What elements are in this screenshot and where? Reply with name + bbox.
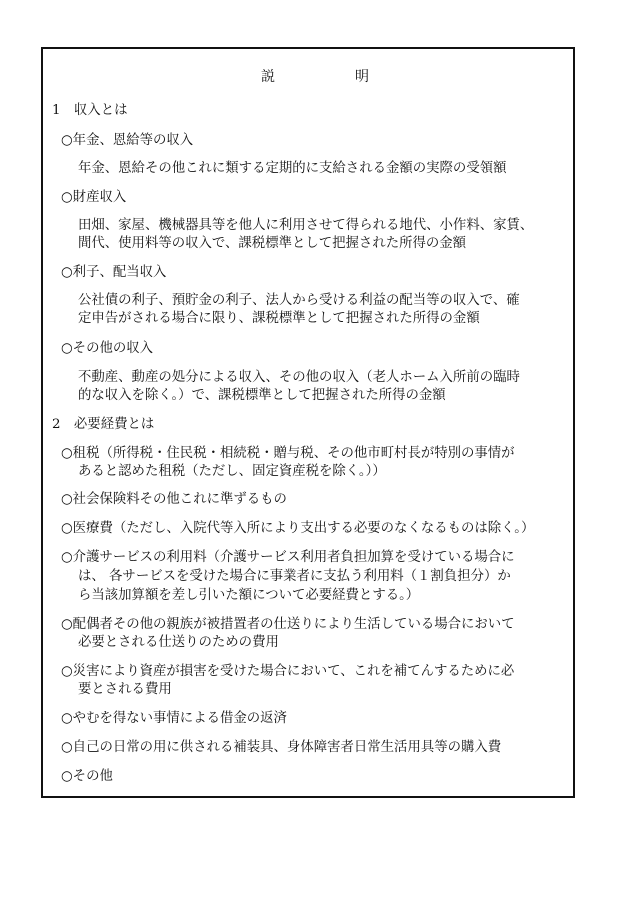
property-desc-1: 田畑、家屋、機械器具等を他人に利用させて得られる地代、小作料、家賃、 — [78, 218, 534, 233]
title-char-2: 明 — [355, 69, 369, 85]
devices-item: ○自己の日常の用に供される補装具、身体障害者日常生活用具等の購入費 — [61, 740, 502, 755]
property-label: ○財産収入 — [61, 190, 127, 205]
spouse-item-1: ○配偶者その他の親族が被措置者の仕送りにより生活している場合において — [61, 617, 515, 632]
pension-desc: 年金、恩給その他これに類する定期的に支給される金額の実際の受領額 — [78, 161, 507, 176]
care-item-3: ら当該加算額を差し引いた額について必要経費とする。） — [78, 588, 420, 603]
other-income-desc-1: 不動産、動産の処分による収入、その他の収入（老人ホーム入所前の臨時 — [78, 370, 520, 385]
title-char-1: 説 — [261, 69, 275, 85]
medical-item: ○医療費（ただし、入院代等入所により支出する必要のなくなるものは除く。） — [61, 521, 535, 536]
disaster-item-2: 要とされる費用 — [78, 682, 172, 697]
tax-item-1: ○租税（所得税・住民税・相続税・贈与税、その他市町村長が特別の事情が — [61, 446, 515, 461]
section2-heading: 2 必要経費とは — [52, 417, 155, 432]
tax-item-2: あると認めた租税（ただし、固定資産税を除く。）） — [78, 464, 386, 479]
spouse-item-2: 必要とされる仕送りのための費用 — [78, 635, 279, 650]
disaster-item-1: ○災害により資産が損害を受けた場合において、これを補てんするために必 — [61, 664, 515, 679]
other-expense-item: ○その他 — [61, 769, 113, 784]
section1-heading: 1 収入とは — [52, 103, 128, 118]
other-income-label: ○その他の収入 — [61, 341, 154, 356]
other-income-desc-2: 的な収入を除く。）で、課税標準として把握された所得の金額 — [78, 388, 446, 403]
interest-label: ○利子、配当収入 — [61, 265, 167, 280]
property-desc-2: 間代、使用料等の収入で、課税標準として把握された所得の金額 — [78, 236, 467, 251]
care-item-1: ○介護サービスの利用料（介護サービス利用者負担加算を受けている場合に — [61, 550, 515, 565]
debt-item: ○やむを得ない事情による借金の返済 — [61, 711, 287, 726]
social-insurance-item: ○社会保険料その他これに準ずるもの — [61, 492, 287, 507]
pension-label: ○年金、恩給等の収入 — [61, 133, 194, 148]
care-item-2: は、 各サービスを受けた場合に事業者に支払う利用料（１割負担分）か — [78, 569, 511, 584]
interest-desc-2: 定申告がされる場合に限り、課税標準として把握された所得の金額 — [78, 311, 480, 326]
page-title — [0, 66, 630, 86]
interest-desc-1: 公社債の利子、預貯金の利子、法人から受ける利益の配当等の収入で、確 — [78, 293, 520, 308]
